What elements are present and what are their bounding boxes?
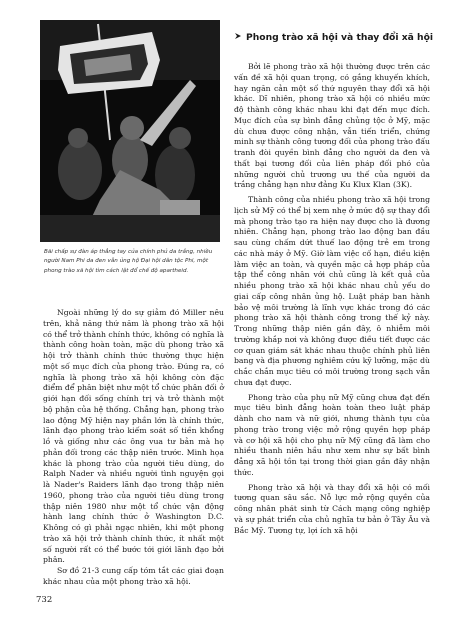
right-column: [234, 62, 430, 540]
protest-photo: [40, 20, 220, 242]
right-paragraph: Thành công của nhiều phong trào xã hội trong lịch sử Mỹ có thể bị xem nhẹ ở mức độ sự thay đổi mà phong trào tạo ra hiện nay được cho là đương nhiên. Chẳng hạn, phong trào lao động ban đầu sau cùng chấm dứt thuế lao động trẻ em trong các nhà máy ở Mỹ. Giờ làm việc cố hạn, điều kiện làm việc an toàn, và quyền mặc cả hợp pháp của tập thể công nhân với chủ cũng là kết quả của nhiều phong trào xã hội khác nhau chủ yếu do giai cấp công nhân ủng hộ. Luật pháp ban hành bảo vệ môi trường là lĩnh vực khác trong đó các phong trào xã hội thành công trong thế kỷ này. Trong những thập niên gần đây, ô nhiễm môi trường khắp nơi và không được điều tiết được các cơ quan giám sát khác nhau thuộc chính phủ liên bang và địa phương nghiêm cứu kỹ lưỡng, mặc dù chắc chắn mục tiêu có môi trường trong sạch vẫn chưa đạt được.: [234, 195, 430, 387]
right-paragraph: Phong trào xã hội và thay đổi xã hội có mối tương quan sâu sắc. Nỗ lực mở rộng quyền của công nhân phát sinh từ Cách mạng công nghiệp và sự phát triển của chủ nghĩa tư bản ở Tây Âu và Bắc Mỹ. Tương tự, lợi ích xã hội: [234, 482, 430, 535]
protest-banner-photo-icon: [40, 20, 220, 242]
photo-caption: Bãi chấp sự đàn áp thẳng tay của chính phủ da trắng, nhiều người Nam Phi da đen vẫn ủng hộ Đại hội dân tộc Phi, một phong trào xã hội tìm cách lật đổ chế độ apartheid.: [44, 249, 213, 274]
section-heading-text: Phong trào xã hội và thay đổi xã hội: [246, 32, 434, 43]
right-paragraph: Phong trào của phụ nữ Mỹ cũng chưa đạt đến mục tiêu bình đẳng hoàn toàn theo luật pháp dành cho nam và nữ giới, nhưng thành tựu của phong trào trong việc mở rộng quyền hợp pháp và cơ hội xã hội cho phụ nữ Mỹ cũng đã làm cho nhiều thanh niên hầu như xem như sự bất bình đẳng xã hội tồn tại trong thời gian gần đây nhận thức.: [234, 392, 430, 477]
arrow-bullet-icon: [234, 32, 242, 44]
left-paragraph: Sơ đồ 21-3 cung cấp tóm tắt các giai đoạn khác nhau của một phong trào xã hội.: [43, 566, 224, 586]
page-number: 732: [36, 595, 53, 605]
section-heading: [234, 32, 434, 44]
left-paragraph: Ngoài những lý do sự giảm đó Miller nêu trên, khả năng thứ năm là phong trào xã hội có thể trở thành chính thức, không có nghĩa là thành công hoàn toàn, mặc dù phong trào xã hội trở thành chính thức thường thực hiện một số mục đích của phong trào. Đúng ra, có nghĩa là phong trào xã hội không còn đặc điểm để phân biệt như một tổ chức phân đối ở giới hạn đối sống chính trị và trở thành một bộ phận của hệ thống. Chẳng hạn, phong trào lao động Mỹ hiện nay phần lớn là chính thức, lãnh đạo phong trào kiếm soát số tiền khổng lồ và giống như các ông vua tư bản mà họ phản đối trong các thập niên trước. Minh họa khác là phong trào của người tiêu dùng, do Ralph Nader và nhiều người tình nguyện gọi là Nader's Raiders lãnh đạo trong thập niên 1960, phong trào của người tiêu dùng trong thập niên 1980 như một tổ chức vận động hành lang chính thức ở Washington D.C. Không có gì phải ngạc nhiên, khi một phong trào xã hội trở thành chính thức, ít nhất một số người rất có thể bước tới giới lãnh đạo bởi phân.: [43, 308, 224, 565]
left-column: [43, 308, 224, 588]
right-paragraph: Bởi lẽ phong trào xã hội thường được trên các vấn đề xã hội quan trọng, có gắng khuyến khích, hay ngăn cản một số thứ nguyên thay đổi xã hội khác. Dĩ nhiên, phong trào xã hội có nhiều mức độ thành công khác nhau khi đạt đến mục đích. Mục đích của sự bình đẳng chủng tộc ở Mỹ, mặc dù chưa được công nhận, vẫn tiến triển, chứng minh sự thành công tương đối của phong trào đấu tranh đòi quyền bình đẳng cho người da đen và thất bại tương đối của liên pháp đối phó của những người chủ trương ưu thế của người da trắng chẳng hạn như đảng Ku Klux Klan (3K).: [234, 62, 430, 190]
